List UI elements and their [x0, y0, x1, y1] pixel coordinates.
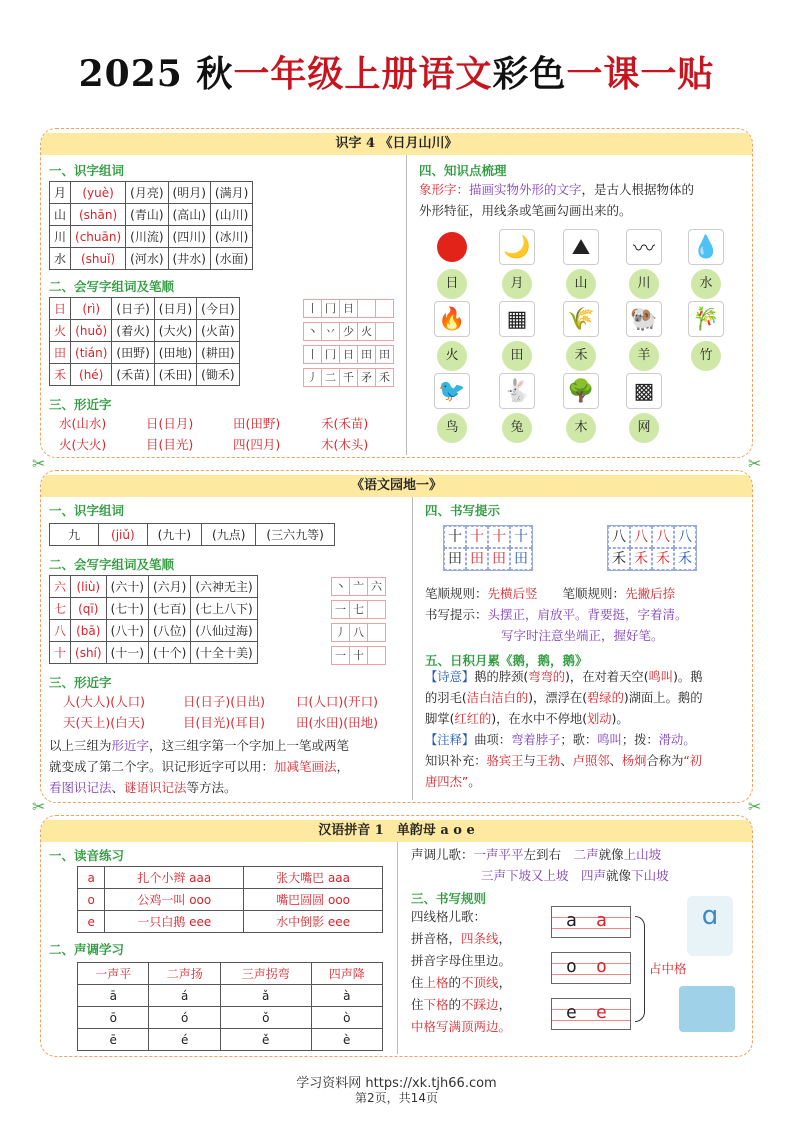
- heading: 四、知识点梳理: [419, 163, 507, 178]
- field-icon: ▦: [499, 301, 535, 337]
- pic-label: 水: [691, 269, 721, 299]
- rule-text: 书写提示：头摆正，肩放平。背要挺，字着清。: [425, 607, 688, 622]
- grain-icon: 🌾: [563, 301, 599, 337]
- heading: 二、会写字组词及笔顺: [49, 557, 175, 572]
- bamboo-icon: 🎋: [688, 301, 724, 337]
- scissors-icon: ✂: [32, 454, 46, 473]
- similar-pair: 田(田野) 四(四月): [233, 416, 281, 452]
- moon-icon: 🌙: [499, 229, 535, 265]
- writing-song: 四线格儿歌： 拼音格，四条线， 拼音字母住里边。 住上格的不顶线， 住下格的不踩边， 中格写满顶两边。: [411, 909, 512, 1034]
- similar-pair: 禾(禾苗) 木(木头): [321, 416, 369, 452]
- stroke-order: 一 七: [331, 600, 385, 619]
- bird-icon: 🐦: [434, 373, 470, 409]
- stroke-order: 丿 二 千 矛 禾: [303, 368, 393, 387]
- pic-label: 羊: [629, 341, 659, 371]
- pic-label: 田: [502, 341, 532, 371]
- swan-icon: [679, 986, 735, 1032]
- explain-text: 以上三组为形近字，这三组字第一个字加上一笔或两笔 就变成了第二个字。识记形近字可以用：加减笔画法， 看图识记法、谜语识记法等方法。: [49, 738, 350, 795]
- rule-text: 笔顺规则：先横后竖 笔顺规则：先撇后捺: [425, 586, 676, 601]
- pic-label: 禾: [566, 341, 596, 371]
- tianzige-grid: 十 十 十 十 田 田 田 田: [443, 525, 533, 571]
- knowledge-text: 象形字：描画实物外形的文字，是古人根据物体的 外形特征，用线条或笔画勾画出来的。: [419, 182, 695, 218]
- pic-label: 川: [629, 269, 659, 299]
- sun-icon: [434, 229, 470, 265]
- write-table: 日 (rì) (日子) (日月) (今日) 火 (huǒ) (着火) (大火) (火苗) 田 (tián) (田野) (田地) (耕田) 禾 (hé) (禾苗) (禾田) (锄禾): [49, 297, 240, 386]
- stroke-order: 丶 丷 少 火: [303, 322, 393, 341]
- heading: 二、会写字组词及笔顺: [49, 279, 175, 294]
- stroke-order: 一 十: [331, 646, 385, 665]
- four-line-grid: o o: [551, 952, 631, 984]
- sheep-icon: 🐏: [626, 301, 662, 337]
- tree-icon: 🌳: [563, 373, 599, 409]
- zhongge-label: 占中格: [649, 961, 687, 976]
- pic-label: 月: [502, 269, 532, 299]
- water-icon: 💧: [688, 229, 724, 265]
- section-bar: 《语文园地一》: [41, 475, 752, 497]
- tone-table: 一声平 二声扬 三声拐弯 四声降 ā á ǎ à ō ó ǒ ò ē é ě è: [77, 962, 383, 1051]
- fire-icon: 🔥: [434, 301, 470, 337]
- tone-song: 声调儿歌：一声平平左到右 二声就像上山坡: [411, 847, 662, 862]
- four-line-grid: a a: [551, 906, 631, 938]
- footer-url: 学习资料网 https://xk.tjh66.com: [296, 1076, 497, 1091]
- similar-pair: 口(人口)(开口) 田(水田)(田地): [296, 694, 379, 730]
- page-number: 第2页，共14页: [355, 1091, 438, 1105]
- pic-label: 网: [629, 413, 659, 443]
- page-title: 2025 秋一年级上册语文彩色一课一贴: [78, 53, 715, 95]
- river-icon: 〰: [626, 229, 662, 265]
- mountain-icon: ⛰: [563, 229, 599, 265]
- section-bar: 汉语拼音 1 单韵母 a o e: [41, 820, 752, 842]
- four-line-grid: e e: [551, 998, 631, 1030]
- pic-label: 山: [566, 269, 596, 299]
- similar-pair: 日(日子)(日出) 目(目光)(耳目): [183, 694, 266, 730]
- reading-table: a 扎个小辫 aaa 张大嘴巴 aaa o 公鸡一叫 ooo 嘴巴圆圆 ooo e 一只白鹅 eee 水中倒影 eee: [77, 866, 383, 933]
- section-rizhi: [40, 128, 753, 458]
- heading: 五、日积月累《鹅，鹅，鹅》: [425, 653, 588, 668]
- similar-pair: 水(山水) 火(大火): [59, 416, 107, 452]
- section-bar: 识字 4 《日月山川》: [41, 133, 752, 155]
- stroke-order: 丨 冂 日: [303, 299, 393, 318]
- scissors-icon: ✂: [32, 797, 46, 816]
- heading: 一、识字组词: [49, 503, 125, 518]
- section-pinyin: [40, 815, 753, 1057]
- rabbit-icon: 🐇: [499, 373, 535, 409]
- section-yuandi: [40, 470, 753, 803]
- heading: 三、形近字: [49, 397, 112, 412]
- brace: [635, 916, 645, 1022]
- stroke-order: 丨 冂 日 田 田: [303, 345, 393, 364]
- pic-label: 鸟: [437, 413, 467, 443]
- write-table: 六 (liù) (六十) (六月) (六神无主) 七 (qī) (七十) (七百) (七上八下) 八 (bā) (八十) (八位) (八仙过海) 十 (shí) (十一) (十个) (十全十美): [49, 575, 258, 664]
- stroke-order: 丿 八: [331, 623, 385, 642]
- pic-label: 木: [566, 413, 596, 443]
- similar-pair: 人(大人)(人口) 天(天上)(白天): [63, 694, 146, 730]
- stroke-order: 丶 亠 六: [331, 577, 385, 596]
- heading: 四、书写提示: [425, 503, 501, 518]
- heading: 一、读音练习: [49, 848, 125, 863]
- heading: 一、识字组词: [49, 163, 125, 178]
- similar-pair: 日(日月) 目(目光): [146, 416, 194, 452]
- word-table: 月 (yuè) (月亮) (明月) (满月) 山 (shān) (青山) (高山) (山川) 川 (chuān) (川流) (四川) (冰川) 水 (shuǐ) (河水) (井水) (水面): [49, 181, 253, 270]
- heading: 三、书写规则: [411, 891, 487, 906]
- pic-label: 日: [437, 269, 467, 299]
- word-table: 九 (jiǔ) (九十) (九点) (三六九等): [49, 523, 335, 546]
- tone-song: 三声下坡又上坡 四声就像下山坡: [481, 868, 669, 883]
- pic-label: 兔: [502, 413, 532, 443]
- rule-text: 写字时注意坐端正，握好笔。: [501, 628, 664, 643]
- heading: 二、声调学习: [49, 942, 125, 957]
- pic-label: 竹: [691, 341, 721, 371]
- pic-label: 火: [437, 341, 467, 371]
- poem-text: 【诗意】鹅的脖颈(弯弯的)，在对着天空(鸣叫)。鹅 的羽毛(洁白洁白的)，漂浮在(碧绿的)湖面上。鹅的 脚掌(红红的)，在水中不停地(划动)。 【注释】曲项：弯着脖子；歌：鸣叫；拨：滑动。 知识补充：骆宾王与王勃、卢照邻、杨炯合称为“初 唐四杰”。: [425, 670, 703, 789]
- scissors-icon: ✂: [748, 797, 762, 816]
- scissors-icon: ✂: [748, 454, 762, 473]
- heading: 三、形近字: [49, 675, 112, 690]
- girl-icon: ɑ: [687, 896, 733, 956]
- tianzige-grid: 八 八 八 八 禾 禾 禾 禾: [607, 525, 697, 571]
- net-icon: ▩: [626, 373, 662, 409]
